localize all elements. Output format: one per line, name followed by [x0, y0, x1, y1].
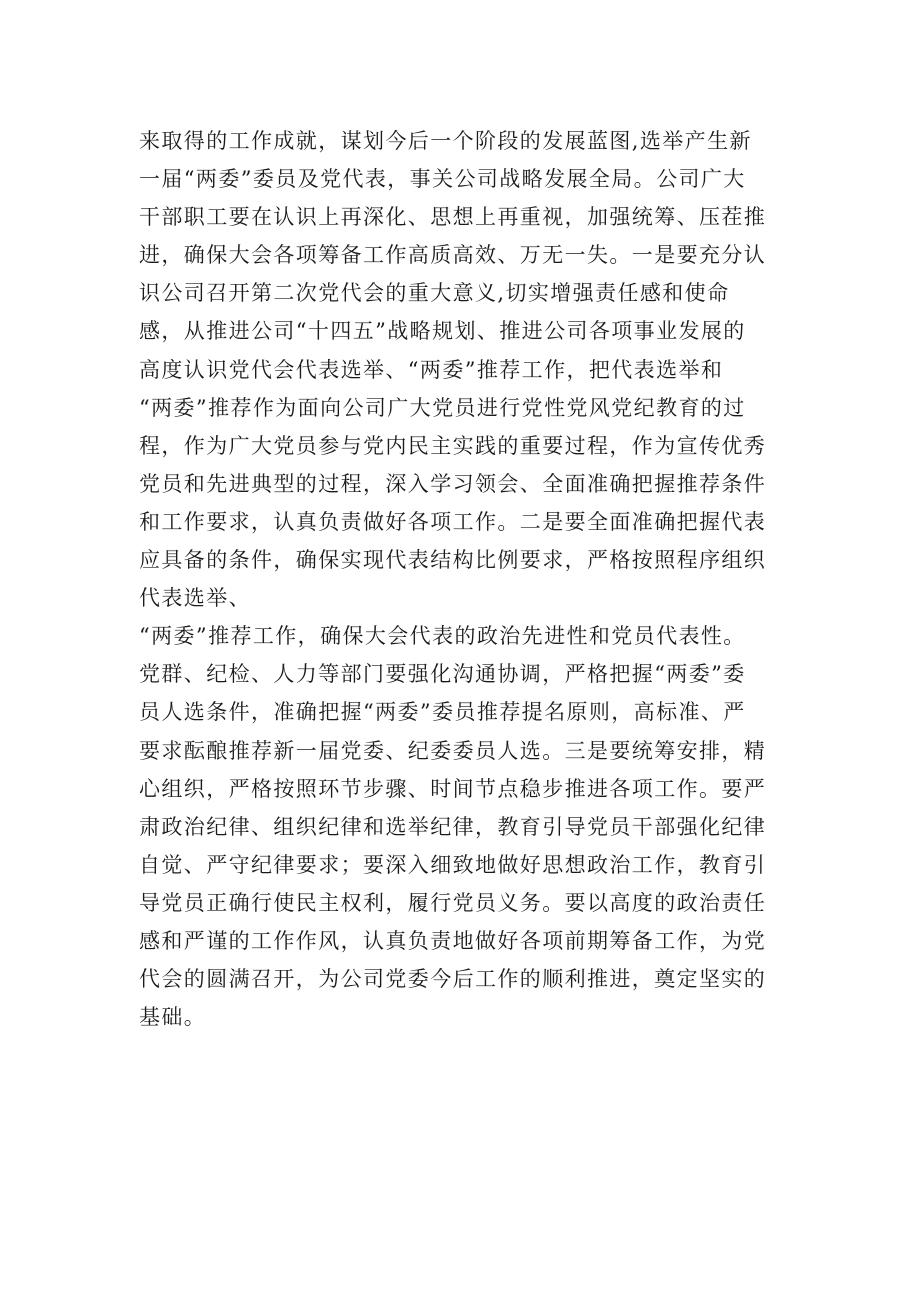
text-line: 代表选举、 — [139, 586, 251, 611]
text-line: 肃政治纪律、组织纪律和选举纪律，教育引导党员干部强化纪律 — [139, 814, 767, 839]
text-line: 应具备的条件，确保实现代表结构比例要求，严格按照程序组织 — [139, 548, 767, 573]
text-line: 感，从推进公司“十四五”战略规划、推进公司各项事业发展的 — [139, 319, 746, 344]
text-line: 党群、纪检、人力等部门要强化沟通协调，严格把握“两委”委 — [139, 662, 746, 687]
text-line: 程，作为广大党员参与党内民主实践的重要过程，作为宣传优秀 — [139, 433, 767, 458]
text-line: 和工作要求，认真负责做好各项工作。二是要全面准确把握代表 — [139, 509, 767, 534]
text-line: 一届“两委”委员及党代表，事关公司战略发展全局。公司广大 — [139, 167, 746, 192]
text-line: 要求酝酿推荐新一届党委、纪委委员人选。三是要统筹安排，精 — [139, 738, 767, 763]
body-paragraph — [139, 122, 799, 1036]
text-line: 感和严谨的工作作风，认真负责地做好各项前期筹备工作，为党 — [139, 928, 767, 953]
text-line: 导党员正确行使民主权利，履行党员义务。要以高度的政治责任 — [139, 890, 767, 915]
text-line: 进，确保大会各项筹备工作高质高效、万无一失。一是要充分认 — [139, 243, 767, 268]
text-line: “两委”推荐工作，确保大会代表的政治先进性和党员代表性。 — [139, 624, 746, 649]
text-line: 识公司召开第二次党代会的重大意义,切实增强责任感和使命 — [139, 281, 730, 306]
text-line: 高度认识党代会代表选举、“两委”推荐工作，把代表选举和 — [139, 357, 724, 382]
text-line: 基础。 — [139, 1005, 207, 1030]
text-line: 干部职工要在认识上再深化、思想上再重视，加强统筹、压茬推 — [139, 205, 767, 230]
text-line: 来取得的工作成就，谋划今后一个阶段的发展蓝图,选举产生新 — [139, 129, 752, 153]
text-line: 员人选条件，准确把握“两委”委员推荐提名原则，高标准、严 — [139, 700, 746, 725]
text-line: 代会的圆满召开，为公司党委今后工作的顺利推进，奠定坚实的 — [139, 967, 767, 992]
text-line: “两委”推荐作为面向公司广大党员进行党性党风党纪教育的过 — [139, 395, 746, 420]
text-line: 党员和先进典型的过程，深入学习领会、全面准确把握推荐条件 — [139, 471, 767, 496]
text-line: 自觉、严守纪律要求；要深入细致地做好思想政治工作，教育引 — [139, 852, 767, 877]
text-line: 心组织，严格按照环节步骤、时间节点稳步推进各项工作。要严 — [139, 776, 767, 801]
